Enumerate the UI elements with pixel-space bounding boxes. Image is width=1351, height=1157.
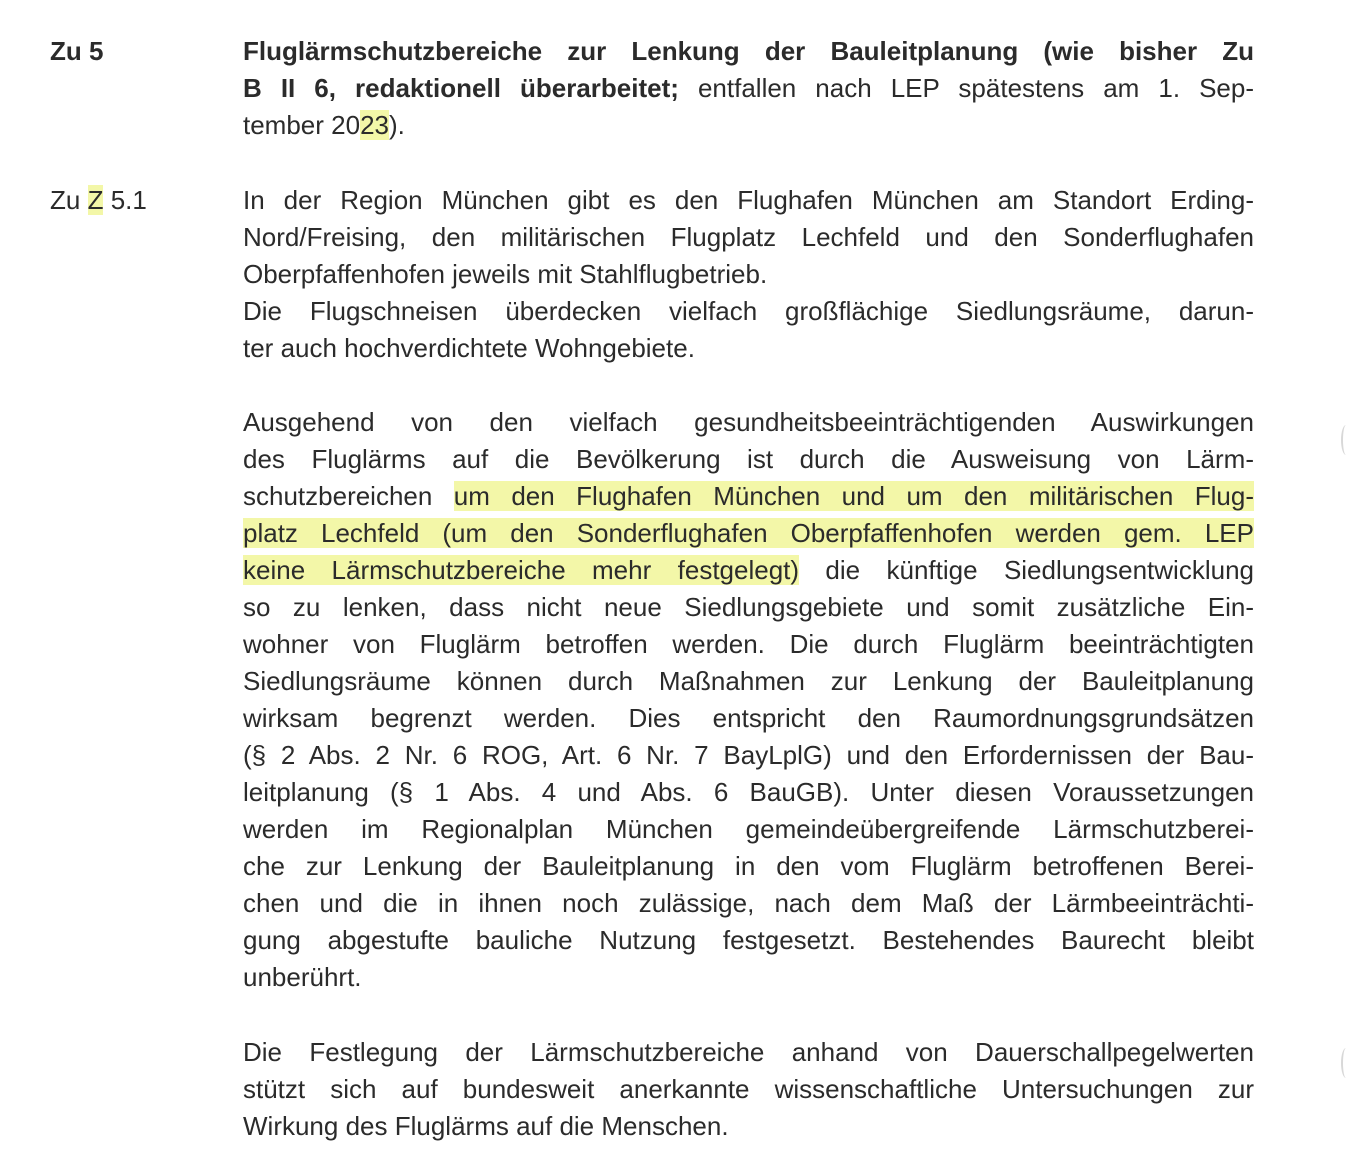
text-run: ). — [389, 110, 405, 140]
text-run: Wirkung des Fluglärms auf die Menschen. — [243, 1111, 729, 1141]
scan-edge-mark — [1341, 1048, 1351, 1078]
text-run: tember 20 — [243, 110, 361, 140]
text-run: entfallen nach LEP spätestens am 1. Sep- — [678, 73, 1255, 103]
text-run: ter auch hochverdichtete Wohngebiete. — [243, 333, 695, 363]
text-run: Nord/Freising, den militärischen Flugplatz Lechfeld und den Sonderflughafen — [243, 222, 1254, 252]
text-run: che zur Lenkung der Bauleitplanung in den vom Fluglärm betroffenen Berei- — [243, 851, 1254, 881]
text-run: stützt sich auf bundesweit anerkannte wissenschaftliche Untersuchungen zur — [243, 1074, 1254, 1104]
text-line — [243, 959, 1254, 996]
text-run: In der Region München gibt es den Flughafen München am Standort Erding- — [243, 185, 1254, 215]
highlighted-text: keine Lärmschutzbereiche mehr festgelegt) — [243, 555, 800, 585]
paragraph-3 — [243, 1034, 1254, 1145]
text-run: werden im Regionalplan München gemeindeübergreifende Lärmschutzberei- — [243, 814, 1254, 844]
text-line — [243, 515, 1254, 552]
text-run: leitplanung (§ 1 Abs. 4 und Abs. 6 BauGB). Unter diesen Voraussetzungen — [243, 777, 1254, 807]
label-part: Zu — [50, 185, 88, 215]
section-label-zu-5: Zu 5 — [50, 36, 104, 66]
text-line — [243, 256, 1254, 293]
text-run: gung abgestufte bauliche Nutzung festgesetzt. Bestehendes Baurecht bleibt — [243, 925, 1254, 955]
text-run: Siedlungsräume können durch Maßnahmen zur Lenkung der Bauleitplanung — [243, 666, 1254, 696]
text-line — [243, 885, 1254, 922]
text-line — [243, 219, 1254, 256]
text-run: Die Festlegung der Lärmschutzbereiche anhand von Dauerschallpegelwerten — [243, 1037, 1254, 1067]
text-line — [243, 478, 1254, 515]
section-label-zu-z-5-1 — [50, 182, 147, 219]
text-run: die künftige Siedlungsentwicklung — [799, 555, 1254, 585]
text-run: Oberpfaffenhofen jeweils mit Stahlflugbetrieb. — [243, 259, 768, 289]
text-run: unberührt. — [243, 962, 362, 992]
text-line — [243, 1071, 1254, 1108]
text-run: chen und die in ihnen noch zulässige, nach dem Maß der Lärmbeeinträchti- — [243, 888, 1254, 918]
text-line — [243, 663, 1254, 700]
text-run: wohner von Fluglärm betroffen werden. Die durch Fluglärm beeinträchtigten — [243, 629, 1254, 659]
text-line — [243, 1034, 1254, 1071]
text-line — [243, 774, 1254, 811]
section-heading-zu-5 — [243, 33, 1254, 144]
text-run: Die Flugschneisen überdecken vielfach großflächige Siedlungsräume, darun- — [243, 296, 1254, 326]
bold-text: Fluglärmschutzbereiche zur Lenkung der Bauleitplanung (wie bisher Zu — [243, 36, 1254, 66]
text-line — [243, 700, 1254, 737]
highlighted-text: platz Lechfeld (um den Sonderflughafen Oberpfaffenhofen werden gem. LEP — [243, 518, 1254, 548]
paragraph-1 — [243, 182, 1254, 367]
label-part-highlighted: Z — [87, 185, 104, 215]
text-line — [243, 33, 1254, 70]
text-line — [243, 1108, 1254, 1145]
scan-edge-mark — [1341, 425, 1351, 455]
text-line — [243, 70, 1254, 107]
text-run: wirksam begrenzt werden. Dies entspricht den Raumordnungsgrundsätzen — [243, 703, 1254, 733]
text-line — [243, 441, 1254, 478]
text-line — [243, 811, 1254, 848]
text-run: so zu lenken, dass nicht neue Siedlungsgebiete und somit zusätzliche Ein- — [243, 592, 1254, 622]
text-line — [243, 922, 1254, 959]
highlighted-text: 23 — [360, 110, 389, 140]
text-line — [243, 293, 1254, 330]
text-line — [243, 404, 1254, 441]
text-line — [243, 107, 1254, 144]
text-line — [243, 848, 1254, 885]
text-line — [243, 589, 1254, 626]
text-line — [243, 182, 1254, 219]
bold-text: B II 6, redaktionell überarbeitet; — [243, 73, 679, 103]
text-line — [243, 330, 1254, 367]
text-run: schutzbereichen — [243, 481, 454, 511]
paragraph-2 — [243, 404, 1254, 996]
highlighted-text: um den Flughafen München und um den militärischen Flug- — [453, 481, 1254, 511]
text-line — [243, 552, 1254, 589]
label-part: 5.1 — [103, 185, 147, 215]
text-run: (§ 2 Abs. 2 Nr. 6 ROG, Art. 6 Nr. 7 BayLplG) und den Erfordernissen der Bau- — [243, 740, 1254, 770]
text-line — [243, 626, 1254, 663]
text-run: Ausgehend von den vielfach gesundheitsbeeinträchtigenden Auswirkungen — [243, 407, 1254, 437]
text-run: des Fluglärms auf die Bevölkerung ist durch die Ausweisung von Lärm- — [243, 444, 1254, 474]
text-line — [243, 737, 1254, 774]
